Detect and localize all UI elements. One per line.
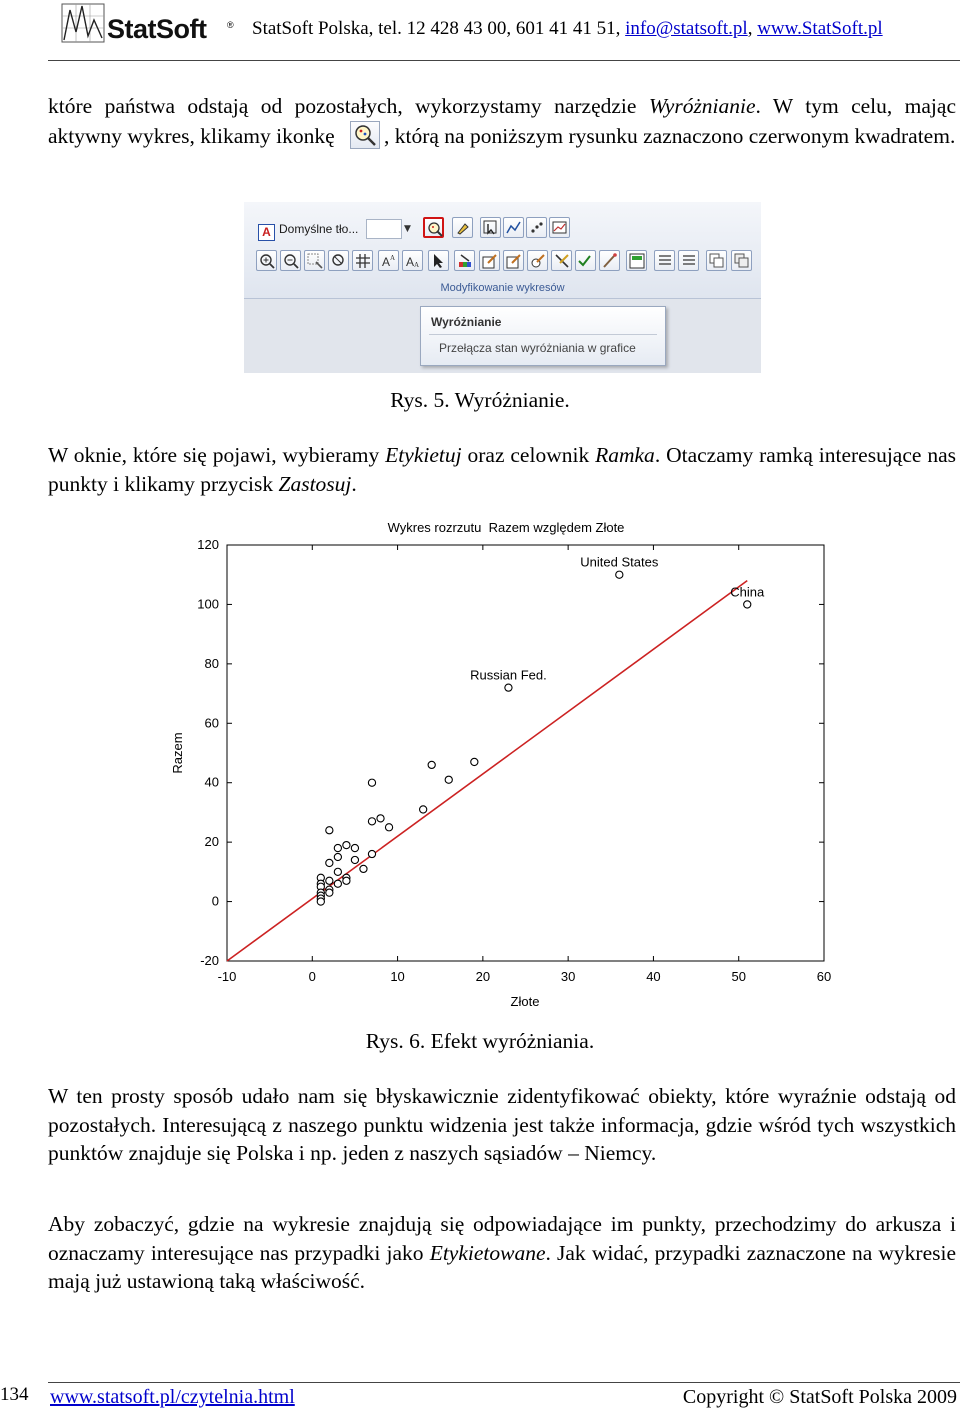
- data-point: [445, 776, 452, 783]
- font-smaller-button[interactable]: [402, 250, 423, 271]
- x-tick-label: 60: [816, 969, 832, 984]
- zoom-area-icon: [307, 253, 323, 269]
- para4-italic-1: Etykietowane: [429, 1240, 546, 1265]
- x-axis-label: Złote: [510, 994, 540, 1009]
- data-point: [334, 853, 341, 860]
- toolbar-ribbon: [244, 202, 761, 299]
- tooltip: [420, 306, 666, 366]
- svg-text:A: A: [390, 254, 396, 262]
- data-point: [368, 779, 375, 786]
- font-smaller-icon: [405, 253, 421, 269]
- point-label: China: [730, 584, 765, 600]
- paragraph-instructions: [48, 441, 956, 498]
- para4-text-1: Aby zobaczyć, gdzie na wykresie znajdują się odpowiadające im punkty, przechodzimy do arkusza i oznaczamy interesujące nas przypadki jako: [48, 1212, 956, 1265]
- footer-copyright: Copyright © StatSoft Polska 2009: [682, 1386, 957, 1408]
- check-edit-button[interactable]: [575, 250, 596, 271]
- zoom-area-button[interactable]: [304, 250, 325, 271]
- color-brush-icon: [457, 253, 473, 269]
- para1-italic-tool: Wyróżnianie: [648, 94, 756, 118]
- x-tick-label: 50: [731, 969, 746, 984]
- y-tick-label: 0: [211, 893, 219, 909]
- chart-points: [317, 555, 765, 905]
- para2-text-4: .: [351, 471, 357, 496]
- paragraph-conclusion: W ten prosty sposób udało nam się błyskawicznie zidentyfikować obiekty, które wyraźnie odstają od pozostałych. Interesującą z naszego punktu widzenia jest także informacja, gdzie wśród tych wszystkich punktów znajduje się Polska i np. jeden z naszych sąsiadów – Niemcy.: [48, 1084, 956, 1166]
- pencil-icon: [506, 253, 522, 269]
- logo-registered-mark: ®: [227, 20, 234, 30]
- footer-link[interactable]: www.statsoft.pl/czytelnia.html: [50, 1386, 295, 1408]
- data-point: [326, 859, 333, 866]
- data-point: [351, 856, 358, 863]
- data-point: [377, 815, 384, 822]
- y-tick-label: 60: [204, 715, 219, 731]
- logo-text: StatSoft: [107, 14, 207, 44]
- data-point: [343, 877, 350, 884]
- align-icon: [657, 253, 673, 269]
- y-tick-label: 120: [197, 537, 219, 552]
- para1-text-3: , którą na poniższym rysunku zaznaczono czerwonym kwadratem.: [384, 123, 956, 148]
- toolbar-group-label: Modyfikowanie wykresów: [440, 282, 565, 294]
- fit-line: [227, 581, 747, 961]
- x-tick-label: 20: [475, 969, 491, 984]
- y-tick-label: 20: [204, 834, 219, 850]
- zoom-out-icon: [283, 253, 299, 269]
- figure-caption-5: Rys. 5. Wyróżnianie.: [390, 388, 570, 412]
- grid-icon: [355, 253, 371, 269]
- font-larger-icon: [381, 253, 397, 269]
- y-axis-label: Razem: [170, 732, 185, 774]
- svg-text:A: A: [382, 255, 391, 269]
- paste-button[interactable]: [731, 250, 752, 271]
- zoom-out-button[interactable]: [280, 250, 301, 271]
- para2-text-1: W oknie, które się pojawi, wybieramy: [48, 443, 386, 467]
- tooltip-description: Przełącza stan wyróżniania w grafice: [439, 341, 636, 355]
- align-icon: [681, 253, 697, 269]
- color-brush-button[interactable]: [454, 250, 475, 271]
- data-point: [334, 844, 341, 851]
- highlight-icon: [427, 221, 443, 237]
- data-point: [326, 827, 333, 834]
- paragraph-intro: [48, 92, 956, 150]
- align-button-2[interactable]: [678, 250, 699, 271]
- background-combo-text: Domyślne tło...: [279, 222, 359, 236]
- pointer-icon: [431, 253, 447, 269]
- contact-separator: ,: [747, 18, 758, 39]
- background-combo-label: [258, 219, 366, 239]
- y-tick-label: 40: [204, 774, 219, 790]
- copy-icon: [709, 253, 725, 269]
- check-edit-icon: [578, 253, 594, 269]
- highlight-button[interactable]: [423, 217, 444, 238]
- pencil-icon: [530, 253, 546, 269]
- tooltip-separator: [429, 334, 657, 335]
- y-tick-label: -20: [200, 953, 219, 968]
- edit-button-3[interactable]: [527, 250, 548, 271]
- plot-options-icon: [552, 220, 568, 236]
- data-edit-button[interactable]: [626, 250, 647, 271]
- paste-icon: [734, 253, 750, 269]
- point-label: United States: [580, 554, 659, 570]
- select-point-button[interactable]: [480, 217, 501, 238]
- tooltip-title: Wyróżnianie: [431, 315, 502, 329]
- figure-caption-6: Rys. 6. Efekt wyróżniania.: [365, 1029, 595, 1053]
- plot-frame: [227, 545, 824, 961]
- para2-text-2: oraz celownik: [461, 443, 596, 467]
- highlight-icon: [350, 121, 380, 149]
- brush-button[interactable]: [452, 217, 473, 238]
- regression-line: [227, 581, 747, 961]
- zoom-in-button[interactable]: [256, 250, 277, 271]
- edit-button-2[interactable]: [503, 250, 524, 271]
- data-point: [420, 806, 427, 813]
- pencil-icon: [482, 253, 498, 269]
- chevron-down-icon[interactable]: ▼: [404, 224, 411, 234]
- x-tick-label: 0: [308, 969, 316, 984]
- para1-text-1: które państwa odstają od pozostałych, wykorzystamy narzędzie: [48, 94, 649, 118]
- brush-icon: [455, 220, 471, 236]
- data-point: [343, 842, 350, 849]
- line-graph-button[interactable]: [503, 217, 524, 238]
- statsoft-logo-icon: [60, 2, 106, 44]
- scatter-chart: [150, 508, 850, 1018]
- zoom-in-icon: [259, 253, 275, 269]
- font-larger-button[interactable]: [378, 250, 399, 271]
- plot-options-button[interactable]: [549, 217, 570, 238]
- data-point: [616, 571, 623, 578]
- align-button-1[interactable]: [654, 250, 675, 271]
- data-point: [360, 865, 367, 872]
- edit-button-1[interactable]: [479, 250, 500, 271]
- scatter-graph-button[interactable]: [526, 217, 547, 238]
- y-tick-label: 80: [204, 655, 219, 671]
- data-point: [326, 877, 333, 884]
- data-point: [385, 824, 392, 831]
- chart-title: Wykres rozrzutu Razem względem Złote: [387, 520, 625, 535]
- x-tick-label: 30: [560, 969, 576, 984]
- x-tick-label: 40: [646, 969, 661, 984]
- brush-tool-button[interactable]: [599, 250, 620, 271]
- data-point: [326, 889, 333, 896]
- data-point: [471, 758, 478, 765]
- website-link[interactable]: www.StatSoft.pl: [757, 18, 883, 39]
- page-number: 134: [0, 1384, 29, 1405]
- para1-text-2: . W tym celu, mając aktywny wykres, klikamy ikonkę: [48, 94, 956, 148]
- header-contact: [252, 18, 883, 40]
- para2-italic-3: Zastosuj: [278, 471, 352, 496]
- para2-italic-2: Ramka: [595, 443, 655, 467]
- chart-axes: [197, 537, 831, 984]
- point-label: Russian Fed.: [470, 667, 547, 683]
- copy-button[interactable]: [706, 250, 727, 271]
- y-tick-label: 100: [197, 596, 219, 612]
- cursor-box-icon: [483, 220, 499, 236]
- svg-text:A: A: [406, 255, 415, 269]
- reset-zoom-icon: [331, 253, 347, 269]
- toolbar-screenshot: [244, 202, 761, 373]
- data-point: [334, 880, 341, 887]
- data-edit-icon: [629, 253, 645, 269]
- data-point: [505, 684, 512, 691]
- reset-zoom-button[interactable]: [328, 250, 349, 271]
- x-tick-label: -10: [217, 969, 237, 984]
- svg-text:A: A: [414, 261, 420, 269]
- pointer-button[interactable]: [428, 250, 449, 271]
- paragraph-labels: [48, 1210, 956, 1296]
- tools-button[interactable]: [551, 250, 572, 271]
- para2-italic-1: Etykietuj: [385, 443, 462, 467]
- tools-icon: [554, 253, 570, 269]
- data-point: [744, 601, 751, 608]
- line-graph-icon: [506, 220, 522, 236]
- para2-text-3: . Otaczamy ramką interesujące nas punkty i klikamy przycisk: [48, 443, 957, 496]
- brush-icon: [602, 253, 618, 269]
- data-point: [368, 818, 375, 825]
- header-divider: [48, 60, 960, 61]
- email-link[interactable]: info@statsoft.pl: [625, 18, 748, 39]
- background-combo-box[interactable]: [366, 219, 402, 239]
- text-style-icon: A: [258, 224, 275, 241]
- page-header: [0, 0, 960, 62]
- data-point: [317, 898, 324, 905]
- contact-text: StatSoft Polska, tel. 12 428 43 00, 601 41 41 51,: [252, 18, 626, 39]
- x-tick-label: 10: [390, 969, 405, 984]
- data-point: [428, 761, 435, 768]
- para4-text-2: . Jak widać, przypadki zaznaczone na wykresie mają już ustawioną taką właściwość.: [48, 1240, 957, 1294]
- footer-divider: [48, 1382, 960, 1383]
- grid-button[interactable]: [352, 250, 373, 271]
- data-point: [334, 868, 341, 875]
- scatter-graph-icon: [529, 220, 545, 236]
- data-point: [351, 844, 358, 851]
- data-point: [368, 850, 375, 857]
